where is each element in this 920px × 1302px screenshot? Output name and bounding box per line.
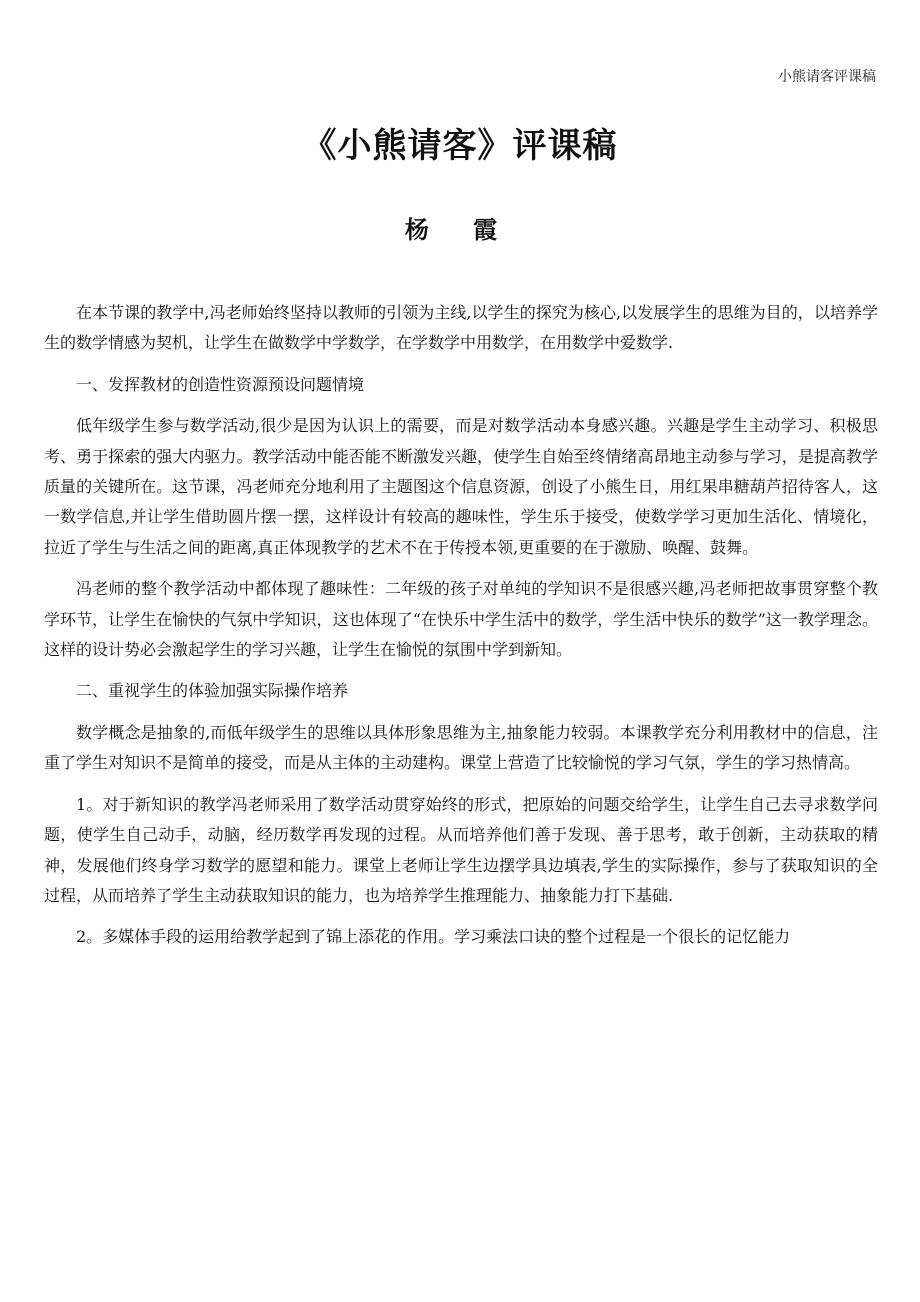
document-title: 《小熊请客》评课稿 (302, 126, 618, 166)
author-name: 杨 霞 (404, 215, 516, 244)
paragraph: 低年级学生参与数学活动,很少是因为认识上的需要，而是对数学活动本身感兴趣。兴趣是学生主动学习、积极思考、勇于探索的强大内驱力。教学活动中能否能不断激发兴趣，使学生自始至终情绪高昂地主动参与学习，是提高教学质量的关键所在。这节课，冯老师充分地利用了主题图这个信息资源，创设了小熊生日，用红果串糖葫芦招待客人，这一数学信息,并让学生借助圆片摆一摆，这样设计有较高的趣味性，学生乐于接受，使数学学习更加生活化、情境化，拉近了学生与生活之间的距离,真正体现教学的艺术不在于传授本领,更重要的在于激励、唤醒、鼓舞。 (44, 416, 878, 557)
paragraph-item-2: 2。多媒体手段的运用给教学起到了锦上添花的作用。学习乘法口诀的整个过程是一个很长的记忆能力 (76, 927, 791, 947)
running-header: 小熊请客评课稿 (778, 69, 876, 85)
paragraph: 数学概念是抽象的,而低年级学生的思维以具体形象思维为主,抽象能力较弱。本课教学充分利用教材中的信息，注重了学生对知识不是简单的接受，而是从主体的主动建构。课堂上营造了比较愉悦的学习气氛，学生的学习热情高。 (44, 722, 878, 773)
paragraph-item-1: 1。对于新知识的教学冯老师采用了数学活动贯穿始终的形式，把原始的问题交给学生，让学生自己去寻求数学问题，使学生自己动手，动脑，经历数学再发现的过程。从而培养他们善于发现、善于思考，敢于创新，主动获取的精神，发展他们终身学习数学的愿望和能力。课堂上老师让学生边摆学具边填表,学生的实际操作，参与了获取知识的全过程，从而培养了学生主动获取知识的能力，也为培养学生推理能力、抽象能力打下基础. (44, 794, 878, 905)
paragraph-intro: 在本节课的教学中,冯老师始终坚持以教师的引领为主线,以学生的探究为核心,以发展学生的思维为目的，以培养学生的数学情感为契机，让学生在做数学中学数学，在学数学中用数学，在用数学中爱数学. (44, 303, 878, 353)
document-body (44, 298, 878, 964)
section-heading-2: 二、重视学生的体验加强实际操作培养 (76, 681, 349, 701)
paragraph: 冯老师的整个教学活动中都体现了趣味性：二年级的孩子对单纯的学知识不是很感兴趣,冯老师把故事贯穿整个教学环节，让学生在愉快的气氛中学知识，这也体现了“在快乐中学生活中的数学，学生活中快乐的数学”这一教学理念。这样的设计势必会激起学生的学习兴趣，让学生在愉悦的氛围中学到新知。 (44, 579, 878, 660)
section-heading-1: 一、发挥教材的创造性资源预设问题情境 (76, 374, 365, 394)
